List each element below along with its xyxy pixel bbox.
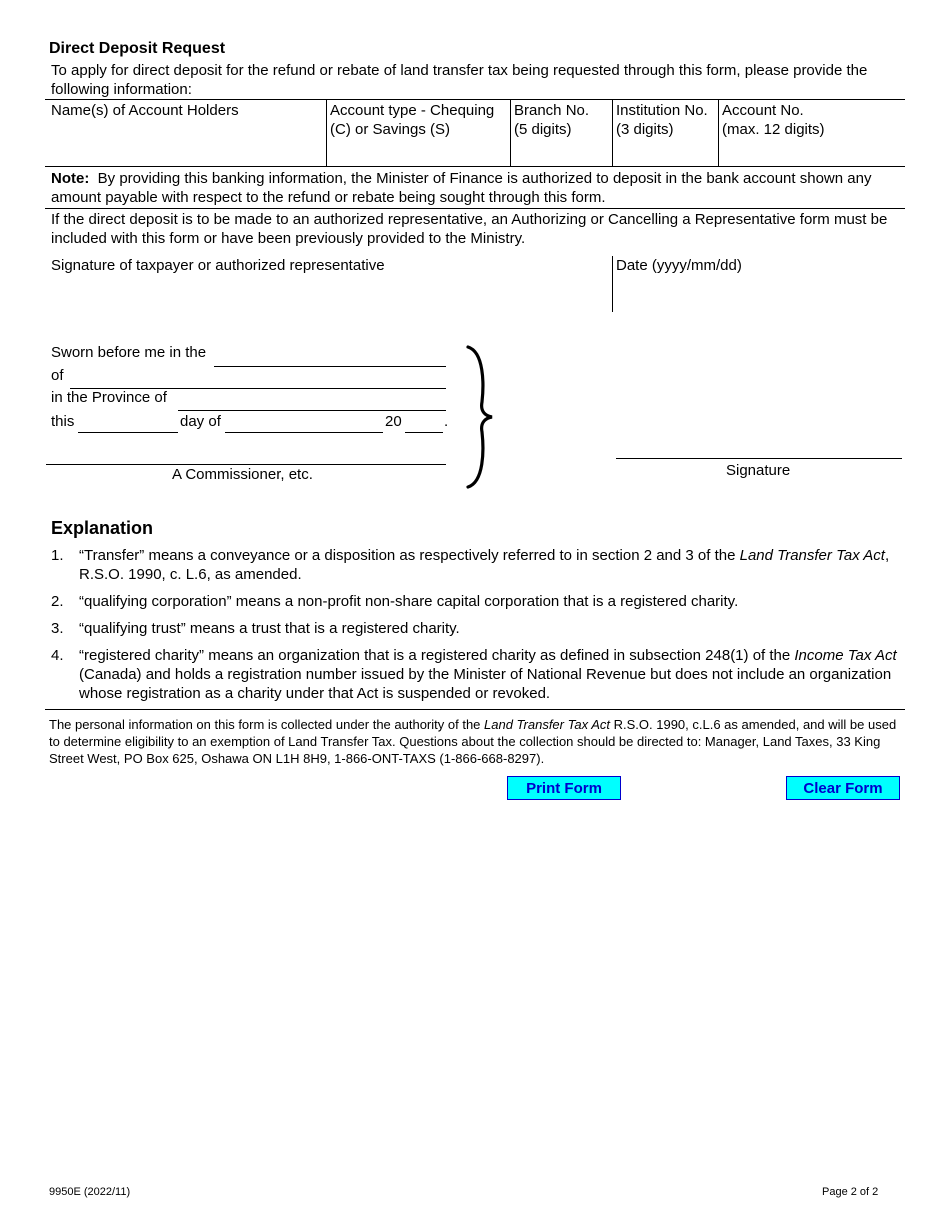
item-number: 1.	[51, 547, 64, 564]
explanation-item	[51, 646, 911, 703]
representative-paragraph: If the direct deposit is to be made to an authorized representative, an Authorizing or Cancelling a Representative form must be included with this form or have been previously provided to the Ministry.	[51, 211, 888, 247]
column-account-type[interactable]	[330, 101, 508, 164]
province-label: in the Province of	[51, 389, 167, 406]
column-label: Institution No.	[616, 102, 708, 119]
page-number: Page 2 of 2	[822, 1186, 879, 1198]
item-text: “qualifying corporation” means a non-profit non-share capital corporation that is a registered charity.	[79, 593, 739, 610]
column-label: Account type - Chequing	[330, 102, 495, 119]
sworn-signature-field[interactable]	[616, 458, 902, 459]
column-sublabel: (max. 12 digits)	[722, 121, 825, 138]
date-field[interactable]	[616, 256, 902, 312]
note-bottom-rule	[45, 208, 905, 209]
table-top-rule	[45, 99, 905, 100]
taxpayer-signature-field[interactable]	[51, 256, 591, 312]
item-text: “qualifying trust” means a trust that is a registered charity.	[79, 620, 460, 637]
table-bottom-rule	[45, 166, 905, 167]
table-divider	[718, 99, 719, 166]
privacy-notice	[49, 716, 905, 767]
column-institution-no[interactable]	[616, 101, 716, 164]
privacy-top-rule	[45, 709, 905, 710]
table-divider	[510, 99, 511, 166]
note-label: Note:	[51, 170, 90, 187]
item-text: “registered charity” means an organization that is a registered charity as defined in subsection 248(1) of the	[79, 647, 795, 664]
note-text: By providing this banking information, the Minister of Finance is authorized to deposit in the bank account shown any amount payable with respect to the refund or rebate being sought through this form.	[51, 170, 872, 206]
year-prefix-label: 20	[385, 413, 402, 430]
section-title-direct-deposit: Direct Deposit Request	[49, 40, 226, 57]
column-label: Name(s) of Account Holders	[51, 102, 239, 119]
column-label: Branch No.	[514, 102, 590, 119]
sworn-before-label: Sworn before me in the	[51, 344, 207, 361]
item-text-tail: (Canada) and holds a registration number issued by the Minister of National Revenue but does not include an organization whose registration as a charity under that Act is suspended or revoked.	[79, 666, 892, 702]
date-label: Date (yyyy/mm/dd)	[616, 257, 742, 274]
period-mark: .	[444, 413, 449, 430]
column-account-holders[interactable]	[51, 101, 323, 164]
clear-form-button[interactable]: Clear Form	[786, 776, 900, 800]
note-paragraph	[51, 169, 911, 207]
item-text: “Transfer” means a conveyance or a disposition as respectively referred to in section 2 and 3 of the	[79, 547, 740, 564]
item-number: 2.	[51, 593, 64, 610]
column-sublabel: (5 digits)	[514, 121, 572, 138]
item-italic-text: Land Transfer Tax Act	[739, 547, 885, 564]
explanation-item	[51, 592, 911, 611]
item-number: 4.	[51, 647, 64, 664]
column-label: Account No.	[722, 102, 804, 119]
sworn-location-field[interactable]	[214, 366, 446, 367]
day-field[interactable]	[78, 432, 178, 433]
commissioner-label: A Commissioner, etc.	[172, 466, 313, 483]
explanation-list	[51, 546, 911, 711]
of-label: of	[51, 367, 64, 384]
privacy-act-name: Land Transfer Tax Act	[484, 717, 610, 732]
item-italic-text: Income Tax Act	[794, 647, 897, 664]
sworn-signature-label: Signature	[726, 462, 791, 479]
privacy-text: The personal information on this form is collected under the authority of the	[49, 717, 485, 732]
explanation-item	[51, 546, 911, 584]
date-divider	[612, 256, 613, 312]
form-id: 9950E (2022/11)	[49, 1186, 131, 1198]
year-field[interactable]	[405, 432, 443, 433]
month-field[interactable]	[225, 432, 383, 433]
table-divider	[326, 99, 327, 166]
brace-graphic	[462, 344, 498, 490]
column-branch-no[interactable]	[514, 101, 610, 164]
column-sublabel: (3 digits)	[616, 121, 674, 138]
taxpayer-signature-label: Signature of taxpayer or authorized representative	[51, 257, 385, 274]
print-form-button[interactable]: Print Form	[507, 776, 621, 800]
privacy-text-tail: R.S.O. 1990, c.L.6 as amended, and will be used to determine eligibility to an exemption of Land Transfer Tax. Questions about the collection should be directed to: Manager, Land Taxes, 33 King Street West, PO Box 625, Oshawa ON L1H 8H9, 1-866-ONT-TAXS (1-866-668-8297).	[49, 717, 897, 766]
direct-deposit-intro: To apply for direct deposit for the refund or rebate of land transfer tax being requested through this form, please provide the following information:	[51, 62, 868, 98]
explanation-item	[51, 619, 911, 638]
section-title-explanation: Explanation	[51, 518, 154, 538]
this-label: this	[51, 413, 75, 430]
table-divider	[612, 99, 613, 166]
column-account-no[interactable]	[722, 101, 902, 164]
province-field[interactable]	[178, 410, 446, 411]
item-text-tail: , R.S.O. 1990, c. L.6, as amended.	[79, 547, 890, 583]
item-number: 3.	[51, 620, 64, 637]
day-of-label: day of	[180, 413, 221, 430]
column-sublabel: (C) or Savings (S)	[330, 121, 451, 138]
